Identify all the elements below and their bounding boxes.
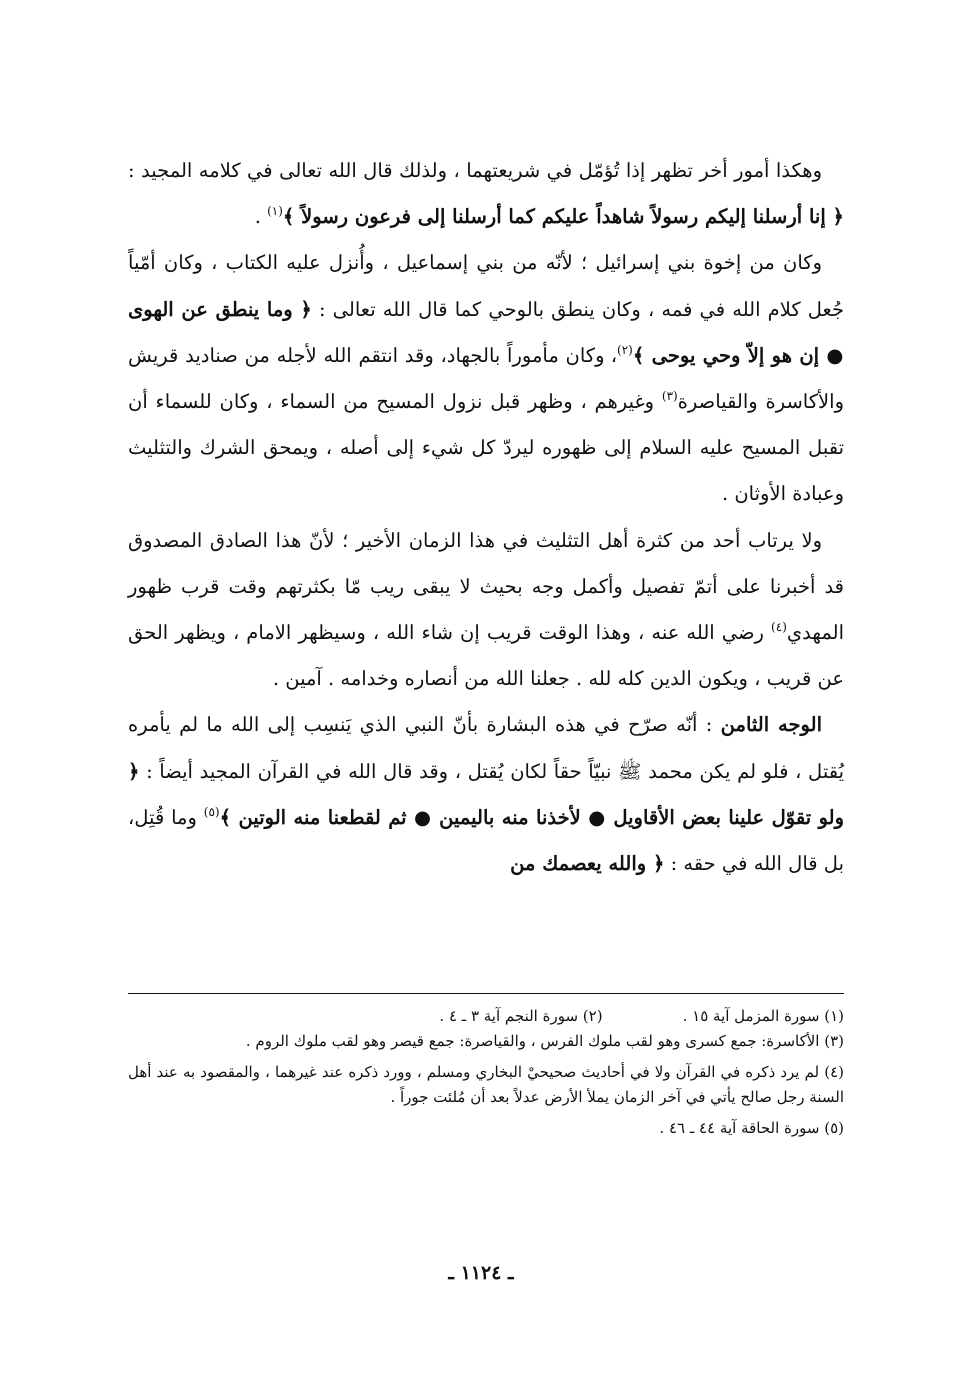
footnote-4: (٤) لم يرد ذكره في القرآن ولا في أحاديث صحيحيْ البخاري ومسلم ، وورد ذكره عند غيرهما ، والمقصود به عند أهل السنة رجل صالح يأتي في آخر الزمان يملأ الأرض عدلاً بعد أن مُلئت جوراً .: [128, 1063, 844, 1106]
quran-quote: ﴿ وما ينطق عن الهوى ● إن هو إلاّ وحي يوحى ﴾: [128, 297, 844, 367]
quran-quote: ﴿ والله يعصمك من: [510, 852, 665, 876]
page-number: ـ ١١٢٤ ـ: [448, 1262, 514, 1284]
paragraph-3: ولا يرتاب أحد من كثرة أهل التثليث في هذا الزمان الأخير ؛ لأنّ هذا الصادق المصدوق قد أخبرنا على أتمّ تفصيل وأكمل وجه بحيث لا يبقى ريب مّا بكثرتهم وقت قرب ظهور المهدي$^{(٤)}$ رضي الله عنه ، وهذا الوقت قريب إن شاء الله ، وسيظهر الامام ، ويظهر الحق عن قريب ، ويكون الدين كله لله . جعلنا الله من أنصاره وخدامه . آمين .: [128, 528, 844, 691]
footnote-ref: (٢): [617, 342, 633, 357]
footnote-2: (٢) سورة النجم آية ٣ ـ ٤ .: [439, 1007, 603, 1025]
paragraph-2: وكان من إخوة بني إسرائيل ؛ لأنّه من بني إسماعيل ، وأُنزل عليه الكتاب ، وكان أمّياً جُعل كلام الله في فمه ، وكان ينطق بالوحي كما قال الله تعالى : ﴿ وما ينطق عن الهوى ● إن هو إلاّ وحي يوحى ﴾$^{(٢)}$، وكان مأموراً بالجهاد، وقد انتقم الله لأجله من صناديد قريش والأكاسرة والقياصرة$^{(٣)}$ وغيرهم ، وظهر قبل نزول المسيح من السماء ، وكان للسماء أن تقبل المسيح عليه السلام إلى ظهوره ليردّ كل شيء إلى أصله ، ويمحق الشرك والتثليث وعبادة الأوثان .: [128, 251, 844, 506]
footnote-5: (٥) سورة الحاقة آية ٤٤ ـ ٤٦ .: [659, 1119, 844, 1137]
footnote-3: (٣) الأكاسرة: جمع كسرى وهو لقب ملوك الفرس ، والقياصرة: جمع قيصر وهو لقب ملوك الروم .: [245, 1031, 844, 1050]
footnote-separator: [128, 993, 844, 994]
footnote-ref: (٤): [771, 620, 787, 635]
footnotes: [128, 1004, 844, 1141]
footnote-ref: (٣): [661, 389, 678, 404]
paragraph-4: الوجه الثامن : أنّه صرّح في هذه البشارة بأنّ النبي الذي يَنسِب إلى الله ما لم يأمره يُقتل ، فلو لم يكن محمد ﷺ نبيّاً حقاً لكان يُقتل ، وقد قال الله في القرآن المجيد أيضاً : ﴿ ولو تقوّل علينا بعض الأقاويل ● لأخذنا منه باليمين ● ثم لقطعنا منه الوتين ﴾$^{(٥)}$ وما قُتِل، بل قال الله في حقه : ﴿ والله يعصمك من: [128, 713, 844, 876]
main-text: [128, 148, 844, 887]
footnote-ref: (١): [267, 204, 283, 219]
quran-quote: ﴿ ولو تقوّل علينا بعض الأقاويل ● لأخذنا منه باليمين ● ثم لقطعنا منه الوتين ﴾: [128, 759, 844, 829]
paragraph-1: وهكذا أمور أخر تظهر إذا تُؤمّل في شريعتهما ، ولذلك قال الله تعالى في كلامه المجيد : ﴿ إنا أرسلنا إليكم رسولاً شاهداً عليكم كما أرسلنا إلى فرعون رسولاً ﴾$^{(١)}$ .: [128, 159, 844, 229]
section-heading: الوجه الثامن: [720, 713, 822, 737]
footnote-ref: (٥): [203, 804, 220, 819]
quran-quote: ﴿ إنا أرسلنا إليكم رسولاً شاهداً عليكم كما أرسلنا إلى فرعون رسولاً ﴾: [282, 205, 844, 229]
footnote-1: (١) سورة المزمل آية ١٥ .: [682, 1007, 844, 1025]
footnote-line: [128, 1004, 844, 1029]
